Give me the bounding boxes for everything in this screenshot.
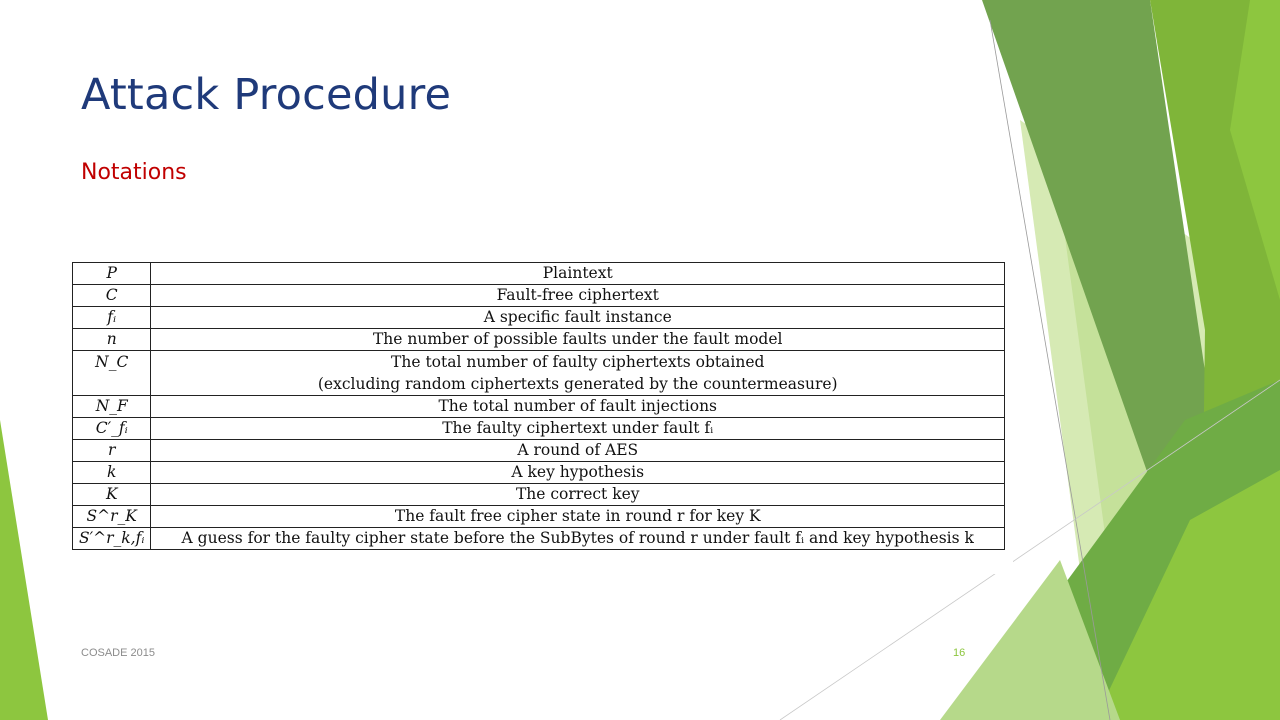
table-row bbox=[73, 506, 1005, 528]
table-row bbox=[73, 396, 1005, 418]
table-row bbox=[73, 351, 1005, 396]
description-cell: A key hypothesis bbox=[151, 462, 1005, 484]
slide-number: 16 bbox=[953, 647, 966, 659]
symbol-cell: n bbox=[73, 329, 151, 351]
symbol-cell: fᵢ bbox=[73, 307, 151, 329]
footer-conference-label: COSADE 2015 bbox=[81, 647, 155, 659]
description-cell bbox=[151, 351, 1005, 396]
description-cell: The fault free cipher state in round r for key K bbox=[151, 506, 1005, 528]
table-row bbox=[73, 462, 1005, 484]
table-row bbox=[73, 307, 1005, 329]
table-row bbox=[73, 440, 1005, 462]
symbol-cell: S′^r_k,fᵢ bbox=[73, 528, 151, 550]
slide-subtitle: Notations bbox=[81, 160, 187, 185]
symbol-cell: N_F bbox=[73, 396, 151, 418]
symbol-cell: C′_fᵢ bbox=[73, 418, 151, 440]
description-cell: A guess for the faulty cipher state before the SubBytes of round r under fault fᵢ and key hypothesis k bbox=[151, 528, 1005, 550]
description-cell: The faulty ciphertext under fault fᵢ bbox=[151, 418, 1005, 440]
description-cell: The number of possible faults under the fault model bbox=[151, 329, 1005, 351]
description-cell: A round of AES bbox=[151, 440, 1005, 462]
table-row bbox=[73, 263, 1005, 285]
table-row bbox=[73, 484, 1005, 506]
table-row bbox=[73, 285, 1005, 307]
table-row bbox=[73, 528, 1005, 550]
left-green-shape bbox=[0, 420, 48, 720]
notation-table-container bbox=[72, 262, 1013, 574]
description-line-2: (excluding random ciphertexts generated by the countermeasure) bbox=[317, 375, 838, 393]
symbol-cell: N_C bbox=[73, 351, 151, 396]
description-cell: The total number of fault injections bbox=[151, 396, 1005, 418]
table-row bbox=[73, 329, 1005, 351]
description-cell: Fault-free ciphertext bbox=[151, 285, 1005, 307]
symbol-cell: C bbox=[73, 285, 151, 307]
symbol-cell: r bbox=[73, 440, 151, 462]
symbol-cell: P bbox=[73, 263, 151, 285]
description-cell: The correct key bbox=[151, 484, 1005, 506]
description-line-1: The total number of faulty ciphertexts obtained bbox=[391, 353, 765, 371]
slide-title: Attack Procedure bbox=[81, 70, 452, 120]
description-cell: Plaintext bbox=[151, 263, 1005, 285]
description-cell: A specific fault instance bbox=[151, 307, 1005, 329]
symbol-cell: K bbox=[73, 484, 151, 506]
table-row bbox=[73, 418, 1005, 440]
symbol-cell: k bbox=[73, 462, 151, 484]
notation-table bbox=[72, 262, 1005, 550]
symbol-cell: S^r_K bbox=[73, 506, 151, 528]
